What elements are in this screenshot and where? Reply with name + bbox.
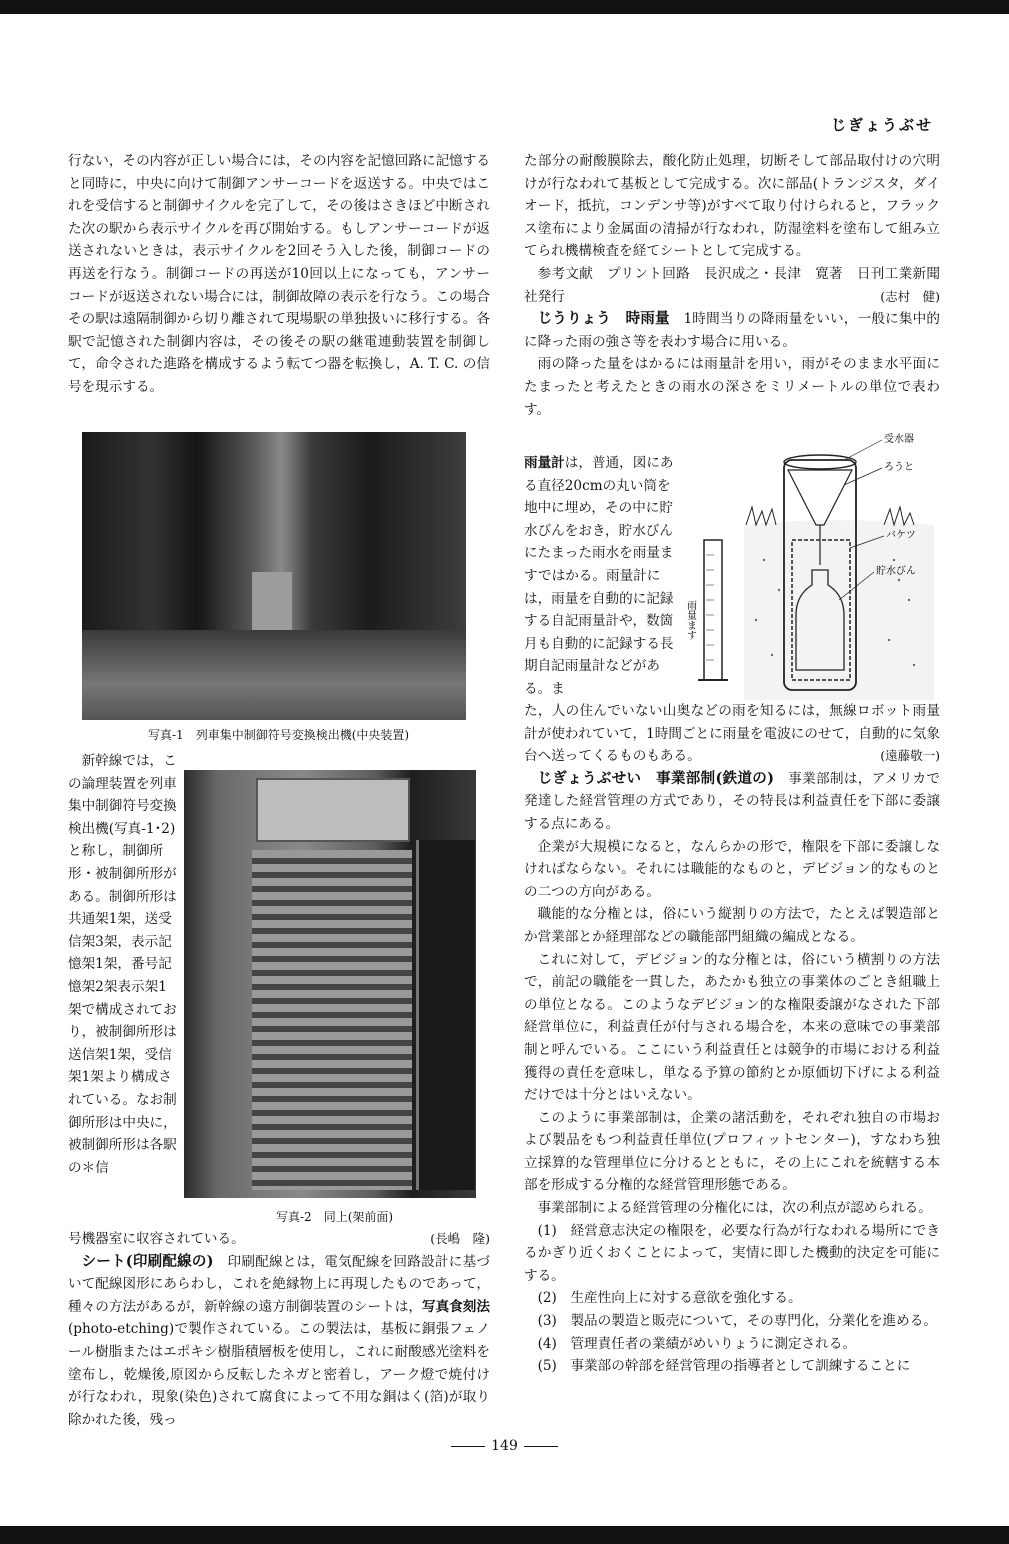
rain-entry: [524, 308, 940, 353]
author-signature: (志村 健): [880, 288, 940, 304]
entry-heading: じうりょう 時雨量: [537, 310, 670, 328]
entry-heading: じぎょうぶせい 事業部制(鉄道の): [537, 769, 774, 787]
paragraph: 企業が大規模になると，なんらかの形で，権限を下部に委譲しなければならない。それには職能的なものと，デビジョン的なものとの二つの方向がある。: [524, 838, 940, 900]
photo2-caption: 写真-2 同上(架前面): [276, 1210, 394, 1224]
entry-text: 1時間当りの降雨量をいい，一般に集中的に降った雨の強さ等を表わす場合に用いる。: [524, 311, 941, 350]
photo-detail: [252, 850, 412, 1190]
photo-detail: [256, 778, 410, 842]
right-column-bottom: [524, 700, 940, 1378]
reference-text: 参考文献 プリント回路 長沢成之・長津 寛著 日刊工業新聞社発行: [524, 265, 940, 305]
paragraph: [524, 700, 940, 768]
paragraph: このように事業部制は，企業の諸活動を，それぞれ独自の市場および製品をもつ利益責任単位(プロフィットセンター)，すなわち独立採算的な管理単位に分けるとともに，その上にこれを統轄する本部を形成する分権的な経営管理形態である。: [524, 1109, 940, 1194]
paragraph: これに対して，デビジョン的な分権とは，俗にいう横割りの方法で，前記の職能を一貫した，あたかも独立の事業体のごとき組職上の単位となる。このようなデビジョン的な権限委譲がなされた下部経営単位に，利益責任が付与される場合を，本来の意味での事業部制と呼んでいる。ここにいう利益責任とは競争的市場における利益獲得の責任を意味し，単なる予算の節約とか原価切下げによる利益だけでは十分とはいえない。: [524, 951, 940, 1104]
dash: [451, 1446, 485, 1447]
running-header: じぎょうぶせ: [830, 116, 933, 134]
dash: [524, 1446, 558, 1447]
left-column-bottom: [68, 1228, 490, 1431]
cylinder-ticks: [706, 555, 714, 660]
top-border: [0, 0, 1009, 14]
paragraph: 職能的な分権とは，俗にいう縦割りの方法で，たとえば製造部とか営業部とか経理部などの職能部門組織の編成となる。: [524, 906, 940, 945]
label-funnel: ろうと: [884, 462, 914, 473]
bold-term: 写真食刻法: [421, 1298, 491, 1315]
list-item: (2) 生産性向上に対する意欲を強化する。: [537, 1290, 802, 1307]
funnel: [788, 470, 852, 525]
bold-term: 雨量計: [524, 455, 565, 471]
author-signature: (長嶋 隆): [430, 1231, 490, 1246]
entry-heading: シート(印刷配線の): [81, 1252, 214, 1270]
entry-text: は，普通，図にある直径20cmの丸い筒を地中に埋め，その中に貯水びんをおき，貯水びんにたまった雨水を雨量ますではかる。雨量計には，雨量を自動的に記録する自記雨量計や，数箇月も自動的に記録する長期自記雨量計などがある。ま: [524, 455, 674, 697]
list-item: (3) 製品の製造と販売について，その専門化，分業化を進める。: [537, 1313, 937, 1330]
right-column-top: [524, 150, 940, 421]
paragraph: [68, 1228, 490, 1251]
entry-text: (photo-etching)で製作されている。この製法は，基板に銅張フェノール樹脂またはエポキシ樹脂積層板を使用し，これに耐酸感光塗料を塗布し，乾燥後,原図から反転したネガと密着し，アーク燈で焼付けが行なわれ，現象(染色)されて腐食によって不用な銅はく(箔)が取り除かれた後，残っ: [68, 1321, 490, 1428]
receiver-rim: [784, 455, 856, 469]
paragraph: [524, 452, 674, 701]
paragraph: た部分の耐酸膜除去，酸化防止処理，切断そして部品取付けの穴明けが行なわれて基板として完成する。次に部品(トランジスタ，ダイオード，抵抗，コンデンサ等)がすべて取り付けられると，フラックス塗布により金属面の清掃が行なわれ，防湿塗料を塗布して組み立てられ機構検査を経てシートとして完成する。: [524, 153, 940, 260]
label-bucket: バケツ: [886, 530, 916, 541]
list-item: (5) 事業部の幹部を経営管理の指導者として訓練することに: [537, 1358, 911, 1375]
page-number: [0, 1438, 1009, 1454]
photo-equipment-rack: [184, 770, 476, 1198]
list-item: (1) 経営意志決定の権限を，必要な行為が行なわれる場所にできるかぎり近くおくことによって，実情に即した機動的決定を可能にする。: [524, 1222, 940, 1284]
jigyo-entry: [524, 768, 940, 836]
entry-text: 印刷配線とは，電気配線を回路設計に基づいて配線図形にあらわし，これを絶縁物上に再現したものであって，種々の方法があるが，新幹線の遠方制御装置のシートは，: [68, 1253, 490, 1315]
rain-gauge-text: [524, 452, 674, 701]
label-bottle: 貯水びん: [876, 566, 916, 577]
paragraph: 雨の降った量をはかるには雨量計を用い，雨がそのまま水平面にたまったと考えたときの雨水の深さをミリメートルの単位で表わす。: [524, 356, 940, 418]
continued-text: 号機器室に収容されている。: [68, 1231, 245, 1247]
author-signature: (遠藤敬一): [880, 748, 940, 764]
photo1-caption: 写真-1 列車集中制御符号変換検出機(中央装置): [148, 728, 410, 742]
ground: [744, 520, 934, 700]
paragraph: 事業部制による経営管理の分権化には，次の利点が認められる。: [537, 1200, 932, 1217]
narrow-text-column: [68, 750, 178, 1179]
left-column-top: [68, 150, 490, 399]
label-measure: 雨量ます: [684, 600, 696, 640]
bottom-border: [0, 1526, 1009, 1544]
leader-line: [844, 440, 882, 460]
paragraph: 新幹線では，この論理装置を列車集中制御符号変換検出機(写真-1･2)と称し，制御所形・被制御所形がある。制御所形は共通架1架，送受信架3架，表示記憶架1架，番号記憶架2架表示架1架で構成されており，被制御所形は送信架1架，受信架1架より構成されている。なお制御所形は中央に，被制御所形は各駅の＊信: [68, 753, 177, 1176]
photo-relay-room: [82, 432, 466, 720]
entry-text: 事業部制は，アメリカで発達した経営管理の方式であり，その特長は利益責任を下部に委譲する点にある。: [524, 770, 940, 832]
entry-text: た，人の住んでいない山奥などの雨を知るには，無線ロボット雨量計が使われていて，1時間ごとに雨量を電波にのせて，自動的に気象台へ送ってくるものもある。: [524, 703, 940, 765]
measuring-cylinder: [704, 540, 722, 680]
photo-detail: [82, 630, 466, 720]
rain-gauge-diagram: [684, 430, 934, 700]
list-item: (4) 管理責任者の業績がめいりょうに測定される。: [537, 1335, 856, 1352]
paragraph: 行ない，その内容が正しい場合には，その内容を記憶回路に記憶すると同時に，中央に向けて制御アンサーコードを返送する。中央ではこれを受信すると制御サイクルを完了して，その後はさきほど中断された次の駅から表示サイクルを再び開始する。もしアンサーコードが返送されないときは，表示サイクルを2回そう入した後，制御コードの再送を行なう。制御コードの再送が10回以上になっても，アンサーコードが返送されない場合には，制御故障の表示を行なう。この場合その駅は遠隔制御から切り離されて現場駅の単独扱いに移行する。各駅で記憶された制御内容は，その後その駅の継電連動装置を制御して，命令された進路を構成するよう転てつ器を転換し，A. T. C. の信号を現示する。: [68, 153, 490, 395]
sheet-entry: [68, 1251, 490, 1432]
reference: [524, 263, 940, 308]
page-number-text: 149: [491, 1438, 518, 1454]
label-receiver: 受水器: [884, 434, 914, 445]
photo-detail: [416, 840, 475, 1190]
